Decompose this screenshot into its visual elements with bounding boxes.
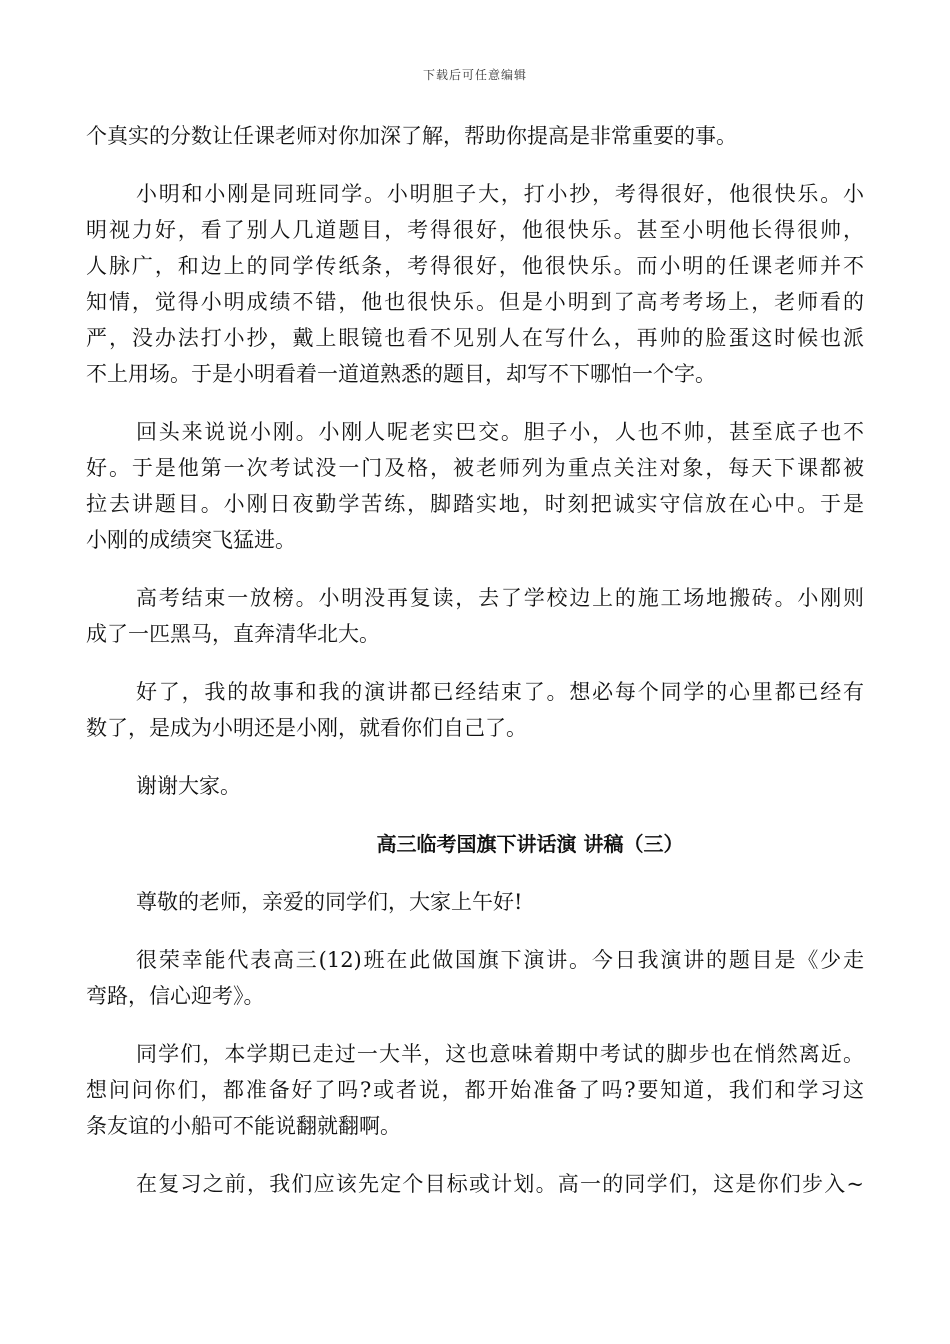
paragraph-line: 同学们，本学期已走过一大半，这也意味着期中考试的脚步也在悄然离近。 [136, 1042, 864, 1066]
paragraph-10 [86, 1166, 864, 1202]
paragraph-line: 小明和小刚是同班同学。小明胆子大，打小抄，考得很好，他很快乐。小 [136, 182, 864, 206]
paragraph-line: 尊敬的老师，亲爱的同学们，大家上午好! [136, 890, 523, 914]
paragraph-line: 小刚的成绩突飞猛进。 [86, 528, 296, 552]
paragraph-6 [86, 768, 864, 804]
paragraph-7 [86, 884, 864, 920]
paragraph-8 [86, 942, 864, 1014]
paragraph-line: 高考结束一放榜。小明没再复读，去了学校边上的施工场地搬砖。小刚则 [136, 586, 864, 610]
paragraph-4 [86, 580, 864, 652]
paragraph-line: 在复习之前，我们应该先定个目标或计划。高一的同学们，这是你们步入~ [136, 1172, 864, 1196]
paragraph-line: 谢谢大家。 [136, 774, 241, 798]
paragraph-line: 回头来说说小刚。小刚人呢老实巴交。胆子小，人也不帅，甚至底子也不 [136, 420, 864, 444]
document-body [86, 118, 864, 1224]
paragraph-line: 条友谊的小船可不能说翻就翻啊。 [86, 1114, 401, 1138]
paragraph-line: 数了，是成为小明还是小刚，就看你们自己了。 [86, 716, 527, 740]
paragraph-5 [86, 674, 864, 746]
paragraph-line: 想问问你们，都准备好了吗?或者说，都开始准备了吗?要知道，我们和学习这 [86, 1078, 864, 1102]
page-header: 下载后可任意编辑 [422, 68, 527, 82]
paragraph-line: 严，没办法打小抄，戴上眼镜也看不见别人在写什么，再帅的脸蛋这时候也派 [86, 326, 864, 350]
paragraph-line: 个真实的分数让任课老师对你加深了解，帮助你提高是非常重要的事。 [86, 124, 737, 148]
paragraph-2 [86, 176, 864, 392]
paragraph-9 [86, 1036, 864, 1144]
paragraph-line: 很荣幸能代表高三(12)班在此做国旗下演讲。今日我演讲的题目是《少走 [136, 948, 864, 972]
paragraph-line: 好了，我的故事和我的演讲都已经结束了。想必每个同学的心里都已经有 [136, 680, 864, 704]
paragraph-line: 弯路，信心迎考》。 [86, 984, 265, 1008]
paragraph-3 [86, 414, 864, 558]
paragraph-line: 好。于是他第一次考试没一门及格，被老师列为重点关注对象，每天下课都被 [86, 456, 864, 480]
paragraph-line: 明视力好，看了别人几道题目，考得很好，他很快乐。甚至小明他长得很帅， [86, 218, 864, 242]
paragraph-1 [86, 118, 864, 154]
paragraph-line: 知情，觉得小明成绩不错，他也很快乐。但是小明到了高考考场上，老师看的 [86, 290, 864, 314]
paragraph-line: 不上用场。于是小明看着一道道熟悉的题目，却写不下哪怕一个字。 [86, 362, 716, 386]
paragraph-line: 人脉广，和边上的同学传纸条，考得很好，他很快乐。而小明的任课老师并不 [86, 254, 864, 278]
paragraph-line: 成了一匹黑马，直奔清华北大。 [86, 622, 380, 646]
paragraph-line: 拉去讲题目。小刚日夜勤学苦练，脚踏实地，时刻把诚实守信放在心中。于是 [86, 492, 864, 516]
section-heading: 高三临考国旗下讲话演 讲稿（三） [376, 832, 684, 856]
